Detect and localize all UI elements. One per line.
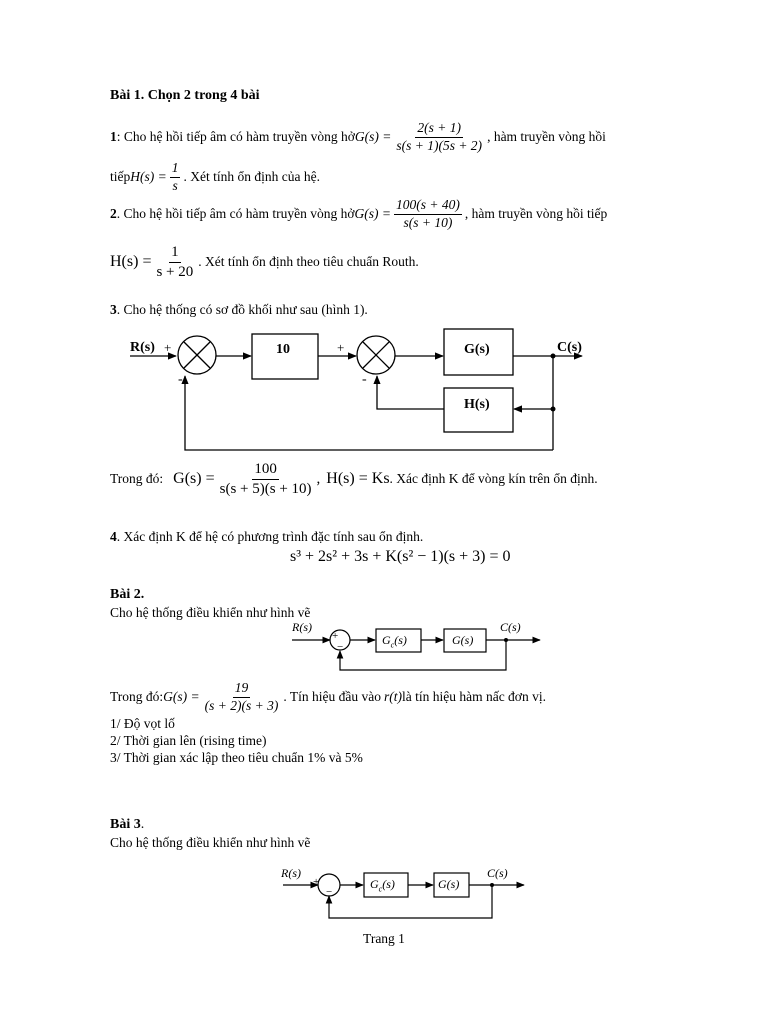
diagram-2-minus: − xyxy=(337,641,344,653)
bai2-text: là tín hiệu hàm nấc đơn vị. xyxy=(401,689,546,705)
h-denominator: s + 20 xyxy=(156,263,194,280)
problem-2-number: 2 xyxy=(110,206,117,222)
g-numerator: 19 xyxy=(233,680,251,698)
where-label: Trong đó: xyxy=(110,471,164,487)
diagram-2-plus: + xyxy=(332,630,339,642)
problem-1-text: : Cho hệ hồi tiếp âm có hàm truyền vòng hở xyxy=(116,129,355,145)
diagram-1-plus-2: + xyxy=(337,340,345,355)
bai3-intro: Cho hệ thống điều khiển như hình vẽ xyxy=(110,835,311,850)
controller-block-label: $G_c(s)$ xyxy=(370,877,395,894)
bai2-item-1: 1/ Độ vọt lố xyxy=(110,716,175,731)
bai2-item-2: 2/ Thời gian lên (rising time) xyxy=(110,733,267,748)
page-number: Trang 1 xyxy=(363,931,405,946)
g-numerator: 2(s + 1) xyxy=(415,120,463,138)
problem-2-text: , hàm truyền vòng hồi tiếp xyxy=(464,206,608,222)
g-lhs: G(s) = xyxy=(354,129,392,145)
h-lhs: H(s) = xyxy=(130,169,167,185)
plant-block-label: G(s) xyxy=(452,633,474,647)
diagram-1-minus-2: - xyxy=(362,372,367,387)
g-denominator: s(s + 10) xyxy=(403,214,453,230)
diagram-2-output-label: C(s) xyxy=(500,620,521,634)
bai2-item-3: 3/ Thời gian xác lập theo tiêu chuẩn 1% và 5% xyxy=(110,750,363,765)
diagram-1-input-label: R(s) xyxy=(130,340,155,355)
comma: , xyxy=(316,470,321,487)
diagram-3-output-label: C(s) xyxy=(487,866,508,880)
g-lhs: G(s) = xyxy=(354,206,391,222)
problem-1-text: , hàm truyền vòng hồi xyxy=(487,129,606,145)
g-lhs: G(s) = xyxy=(173,470,215,488)
characteristic-equation: s³ + 2s² + 3s + K(s² − 1)(s + 3) = 0 xyxy=(290,548,511,565)
diagram-3-input-label: R(s) xyxy=(281,866,301,880)
h-denominator: s xyxy=(172,177,178,193)
problem-2-text: . Xét tính ổn định theo tiêu chuẩn Routh. xyxy=(198,254,419,270)
diagram-3-plus: + xyxy=(313,876,320,888)
g-numerator: 100 xyxy=(252,460,279,480)
diagram-3-minus: − xyxy=(326,886,333,898)
feedback-block-label: H(s) xyxy=(464,397,490,412)
forward-block-label: G(s) xyxy=(464,342,490,357)
h-expression: H(s) = Ks xyxy=(326,470,390,488)
problem-1-text: tiếp xyxy=(110,169,131,185)
bai2-text: . Tín hiệu đầu vào xyxy=(283,689,381,705)
bai2-intro: Cho hệ thống điều khiển như hình vẽ xyxy=(110,605,311,620)
g-denominator: s(s + 1)(5s + 2) xyxy=(396,137,483,153)
controller-block-label: $G_c(s)$ xyxy=(382,633,407,650)
h-numerator: 1 xyxy=(170,160,181,178)
problem-1-text: . Xét tính ổn định của hệ. xyxy=(183,169,320,185)
h-numerator: 1 xyxy=(169,243,181,263)
bai2-heading: Bài 2. xyxy=(110,587,145,602)
g-denominator: (s + 2)(s + 3) xyxy=(204,697,279,713)
problem-4-number: 4 xyxy=(110,529,117,544)
diagram-2-input-label: R(s) xyxy=(292,620,312,634)
g-denominator: s(s + 5)(s + 10) xyxy=(219,480,312,497)
g-numerator: 100(s + 40) xyxy=(394,197,462,215)
problem-2-text: . Cho hệ hồi tiếp âm có hàm truyền vòng hở xyxy=(116,206,355,222)
diagram-1-output-label: C(s) xyxy=(557,340,582,355)
problem-3-number: 3 xyxy=(110,302,117,317)
bai3-heading: Bài 3. xyxy=(110,817,145,832)
problem-4-text: . Xác định K để hệ có phương trình đặc tính sau ổn định. xyxy=(116,529,424,544)
h-lhs: H(s) = xyxy=(110,253,152,271)
input-signal: r(t) xyxy=(383,689,402,705)
problem-3-text: . Cho hệ thống có sơ đồ khối như sau (hình 1). xyxy=(116,302,368,317)
bai1-heading: Bài 1. Chọn 2 trong 4 bài xyxy=(110,88,260,103)
problem-3-text: . Xác định K để vòng kín trên ổn định. xyxy=(389,471,598,487)
diagram-1-plus-1: + xyxy=(164,340,172,355)
where-label: Trong đó: xyxy=(110,689,164,705)
diagram-1-minus-1: - xyxy=(178,372,183,387)
g-lhs: G(s) = xyxy=(163,689,200,705)
gain-label: 10 xyxy=(276,342,290,357)
problem-1-number: 1 xyxy=(110,129,117,145)
plant-block-label: G(s) xyxy=(438,877,460,891)
